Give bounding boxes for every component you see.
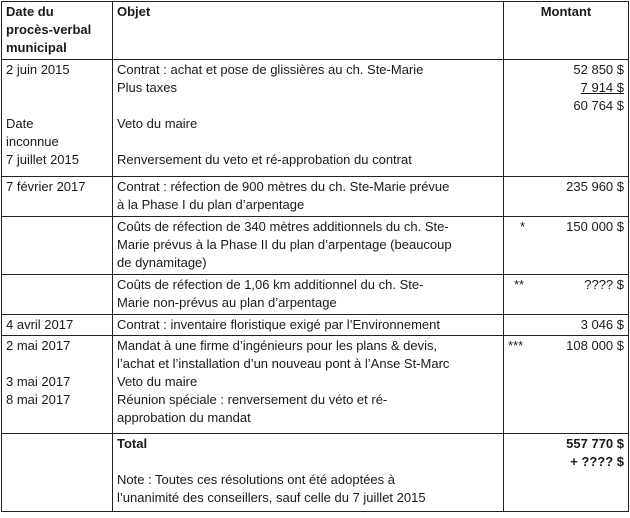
object-cell xyxy=(113,275,504,315)
object-text: Contrat : achat et pose de glissières au ch. Ste-Marie xyxy=(117,62,424,77)
object-text: Réunion spéciale : renversement du véto et ré- xyxy=(117,392,388,407)
table-row xyxy=(2,217,629,275)
total-object-cell xyxy=(113,434,504,512)
amount-cell xyxy=(504,275,629,315)
table-row xyxy=(2,177,629,217)
table-row xyxy=(2,275,629,315)
total-label: Total xyxy=(117,436,148,451)
header-date-line: municipal xyxy=(6,40,67,55)
date-cell: 7 février 2017 xyxy=(2,177,113,217)
resolutions-table xyxy=(1,1,629,512)
object-cell: Contrat : inventaire floristique exigé par l’Environnement xyxy=(113,315,504,336)
date-text: 2 juin 2015 xyxy=(6,62,70,77)
total-amount: 557 770 $ xyxy=(566,436,624,451)
object-text: Veto du maire xyxy=(117,374,198,389)
object-text: Plus taxes xyxy=(117,80,177,95)
date-cell xyxy=(2,275,113,315)
header-amount: Montant xyxy=(504,2,629,60)
footnote-marker: * xyxy=(520,219,526,234)
object-cell xyxy=(113,60,504,177)
table-row xyxy=(2,315,629,336)
total-amount-cell xyxy=(504,434,629,512)
amount-value: 235 960 $ xyxy=(566,179,624,194)
amount-cell xyxy=(504,177,629,217)
header-row xyxy=(2,2,629,60)
object-text: de dynamitage) xyxy=(117,255,207,270)
header-date-line: procès-verbal xyxy=(6,22,92,37)
object-text: Renversement du veto et ré-approbation du contrat xyxy=(117,152,412,167)
header-date-line: Date du xyxy=(6,4,54,19)
total-note: l’unanimité des conseillers, sauf celle du 7 juillet 2015 xyxy=(117,490,426,505)
amount-value: 3 046 $ xyxy=(580,317,624,332)
table-row xyxy=(2,336,629,434)
object-text: Mandat à une firme d’ingénieurs pour les plans & devis, xyxy=(117,338,438,353)
amount-value: 150 000 $ xyxy=(566,219,624,234)
total-note: Note : Toutes ces résolutions ont été adoptées à xyxy=(117,472,395,487)
total-row xyxy=(2,434,629,512)
header-object: Objet xyxy=(113,2,504,60)
total-amount-extra: + ???? $ xyxy=(570,454,624,469)
object-text: Marie prévus à la Phase II du plan d’arpentage (beaucoup xyxy=(117,237,452,252)
amount-cell xyxy=(504,336,629,434)
amount-cell xyxy=(504,315,629,336)
object-text: à la Phase I du plan d’arpentage xyxy=(117,197,305,212)
footnote-marker: *** xyxy=(508,338,524,353)
header-date xyxy=(2,2,113,60)
amount-cell xyxy=(504,60,629,177)
date-text: Date xyxy=(6,116,34,131)
object-text: approbation du mandat xyxy=(117,410,251,425)
table-row xyxy=(2,60,629,177)
amount-value: ???? $ xyxy=(584,277,624,292)
date-cell: 4 avril 2017 xyxy=(2,315,113,336)
footnote-marker: ** xyxy=(514,277,525,292)
amount-value: 7 914 $ xyxy=(580,80,624,95)
object-text: Marie non-prévus au plan d’arpentage xyxy=(117,295,337,310)
date-text: 3 mai 2017 xyxy=(6,374,71,389)
amount-cell xyxy=(504,217,629,275)
object-text: l’achat et l’installation d’un nouveau pont à l’Anse St-Marc xyxy=(117,356,450,371)
date-cell xyxy=(2,60,113,177)
object-cell xyxy=(113,177,504,217)
object-cell xyxy=(113,336,504,434)
object-cell xyxy=(113,217,504,275)
amount-value: 108 000 $ xyxy=(566,338,624,353)
date-cell xyxy=(2,336,113,434)
object-text: Coûts de réfection de 340 mètres additionnels du ch. Ste- xyxy=(117,219,449,234)
date-cell xyxy=(2,217,113,275)
date-text: inconnue xyxy=(6,134,59,149)
date-text: 8 mai 2017 xyxy=(6,392,71,407)
date-cell xyxy=(2,434,113,512)
amount-value: 52 850 $ xyxy=(573,62,624,77)
date-text: 2 mai 2017 xyxy=(6,338,71,353)
amount-value: 60 764 $ xyxy=(573,98,624,113)
object-text: Contrat : réfection de 900 mètres du ch. Ste-Marie prévue xyxy=(117,179,450,194)
object-text: Coûts de réfection de 1,06 km additionnel du ch. Ste- xyxy=(117,277,424,292)
object-text: Veto du maire xyxy=(117,116,198,131)
date-text: 7 juillet 2015 xyxy=(6,152,79,167)
